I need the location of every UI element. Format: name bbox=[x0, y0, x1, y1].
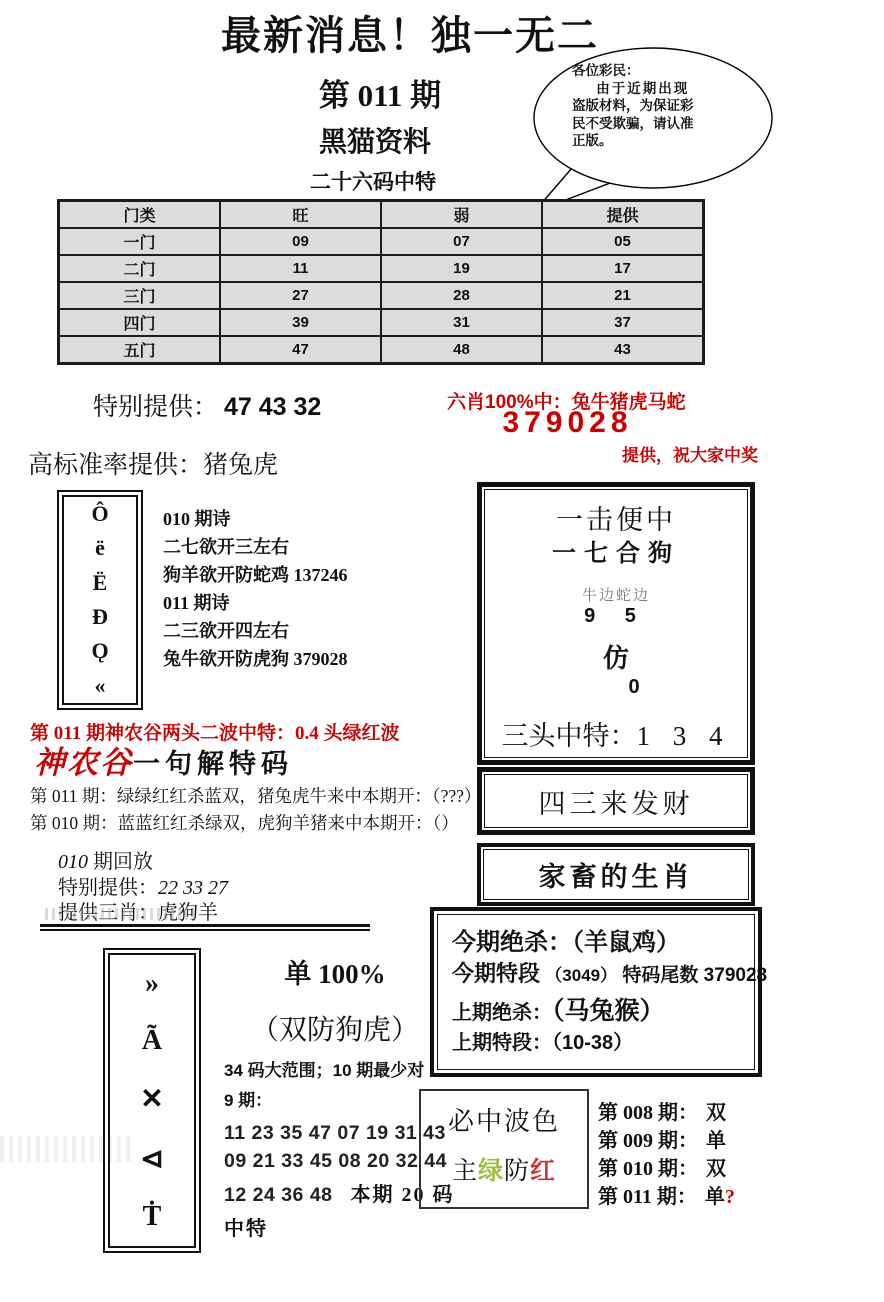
ruo-cell: 28 bbox=[381, 282, 542, 309]
dingbat-icon: ë bbox=[95, 535, 105, 561]
history-issue: 第 010 期： bbox=[598, 1158, 698, 1180]
col-header-tigong: 提供 bbox=[542, 201, 704, 229]
tigong-cell: 05 bbox=[542, 228, 704, 255]
poem-line: 狗羊欲开防蛇鸡 137246 bbox=[163, 565, 348, 585]
six-xiao-claim: 六肖100%中：兔牛猪虎马蛇 bbox=[447, 392, 686, 413]
six-xiao-wish: 提供，祝大家中奖 bbox=[622, 446, 758, 465]
dingbat-icon: « bbox=[94, 672, 106, 698]
tigong-cell: 21 bbox=[542, 282, 704, 309]
tigong-cell: 17 bbox=[542, 255, 704, 282]
number-row: 09 21 33 45 08 20 32 44 bbox=[224, 1150, 447, 1172]
high-rate-offer: 高标准率提供：猪兔虎 bbox=[28, 452, 279, 479]
history-row bbox=[598, 1124, 726, 1153]
table-row bbox=[59, 336, 704, 364]
shennong-script: 神农谷 bbox=[34, 745, 133, 780]
single-subline: （双防狗虎） bbox=[250, 1015, 419, 1046]
three-head-value: 1 3 4 bbox=[636, 721, 731, 751]
zodiac-box-text: 家畜的生肖 bbox=[483, 849, 749, 900]
table-row bbox=[59, 282, 704, 309]
strike-char: 仿 bbox=[602, 644, 629, 673]
strike-title: 一击便中 bbox=[556, 505, 676, 535]
ruo-cell: 48 bbox=[381, 336, 542, 364]
shennong-line-010: 第 010 期：蓝蓝红红杀绿双，虎狗羊猪来中本期开：（） bbox=[30, 813, 459, 833]
col-header-ruo: 弱 bbox=[381, 201, 542, 229]
dingbat-icon: ✕ bbox=[140, 1084, 164, 1116]
replay-title-rest: 期回放 bbox=[88, 851, 153, 873]
prev-kill-value: （马兔猴） bbox=[552, 997, 665, 1025]
history-value: 双 bbox=[706, 1158, 726, 1180]
issue-number: 第 011 期 bbox=[318, 78, 442, 113]
dingbat-icon: » bbox=[145, 967, 159, 999]
period-20-codes: 本期 20 码 bbox=[350, 1184, 455, 1206]
bubble-line: 民不受欺骗，请认准 bbox=[572, 115, 694, 131]
wang-cell: 27 bbox=[220, 282, 381, 309]
bubble-notice bbox=[572, 62, 762, 150]
page-title: 最新消息！独一无二 bbox=[221, 13, 599, 58]
poem-line: 二三欲开四左右 bbox=[163, 621, 289, 641]
history-issue: 第 009 期： bbox=[598, 1130, 698, 1152]
history-issue: 第 008 期： bbox=[598, 1102, 698, 1124]
dingbat-icon: Ǫ bbox=[91, 638, 109, 664]
wealth-box-text: 四三来发财 bbox=[484, 774, 748, 828]
tigong-cell: 43 bbox=[542, 336, 704, 364]
kill-line-previous bbox=[452, 991, 665, 1027]
history-row bbox=[598, 1096, 726, 1125]
single-headline: 单 100% bbox=[284, 959, 386, 989]
history-issue: 第 011 期： bbox=[598, 1186, 697, 1208]
shennong-red-line: 第 011 期神农谷两头二波中特：0.4 头绿红波 bbox=[30, 723, 400, 744]
wave-part: 主 bbox=[451, 1158, 478, 1185]
wang-cell: 47 bbox=[220, 336, 381, 364]
wave-red-char: 红 bbox=[530, 1158, 557, 1185]
prev-kill-label: 上期绝杀： bbox=[452, 1002, 552, 1024]
gate-cell: 四门 bbox=[59, 309, 221, 336]
history-row bbox=[598, 1152, 726, 1181]
wang-cell: 39 bbox=[220, 309, 381, 336]
wang-cell: 11 bbox=[220, 255, 381, 282]
replay-title bbox=[58, 845, 153, 874]
print-smudge-artifact bbox=[45, 908, 195, 920]
bubble-line: 盗版材料，为保证彩 bbox=[572, 98, 694, 113]
number-row: 12 24 36 48 bbox=[224, 1184, 333, 1206]
single-note-2: 9 期： bbox=[224, 1091, 273, 1110]
wealth-box bbox=[477, 767, 755, 835]
history-extra: ? bbox=[724, 1186, 735, 1208]
table-row bbox=[59, 309, 704, 336]
dingbat-icon: ⊲ bbox=[140, 1143, 164, 1175]
strike-zero: 0 bbox=[628, 676, 640, 698]
number-row: 11 23 35 47 07 19 31 43 bbox=[224, 1122, 446, 1144]
shennong-rest: 一句解特码 bbox=[133, 749, 293, 779]
replay-special-value: 22 33 27 bbox=[158, 877, 228, 899]
history-value: 双 bbox=[706, 1102, 726, 1124]
special-offer-value: 47 43 32 bbox=[224, 393, 322, 421]
gate-table bbox=[57, 199, 705, 365]
segment-tail: 特码尾数 379028 bbox=[622, 965, 768, 986]
dingbat-icon: Ṫ bbox=[142, 1201, 162, 1233]
special-offer bbox=[93, 387, 321, 423]
wang-cell: 09 bbox=[220, 228, 381, 255]
replay-sanxiao-value: 虎狗羊 bbox=[158, 902, 218, 924]
single-symbol-box bbox=[103, 948, 201, 1253]
wave-box-main bbox=[419, 1151, 589, 1187]
single-note-1: 34 码大范围；10 期最少对 bbox=[224, 1061, 425, 1080]
history-value: 单 bbox=[706, 1130, 726, 1152]
special-offer-label: 特别提供： bbox=[93, 394, 219, 421]
poem-symbol-column bbox=[62, 495, 138, 705]
three-head-line bbox=[477, 714, 755, 753]
segment-range: （3049） bbox=[545, 966, 618, 985]
shennong-headline bbox=[34, 737, 293, 782]
replay-sanxiao-label: 提供三肖： bbox=[58, 902, 158, 924]
dingbat-icon: Ã bbox=[141, 1025, 163, 1057]
bubble-line: 各位彩民： bbox=[572, 63, 640, 78]
poem-line: 010 期诗 bbox=[163, 509, 231, 529]
zodiac-box bbox=[477, 843, 755, 906]
replay-special-label: 特别提供： bbox=[58, 877, 158, 899]
strike-phrase: 一七合狗 bbox=[552, 541, 680, 567]
three-head-label: 三头中特： bbox=[501, 721, 637, 751]
poem-line: 011 期诗 bbox=[163, 593, 230, 613]
kill-line-segment bbox=[452, 957, 767, 988]
poem-line: 二七欲开三左右 bbox=[163, 537, 289, 557]
history-value: 单 bbox=[704, 1186, 725, 1208]
zhongte-label: 中特 bbox=[224, 1218, 268, 1240]
source-name: 黑猫资料 bbox=[318, 127, 431, 158]
six-xiao-number: 379028 bbox=[502, 406, 633, 439]
col-header-wang: 旺 bbox=[220, 201, 381, 229]
gate-cell: 一门 bbox=[59, 228, 221, 255]
double-rule-divider bbox=[40, 924, 370, 931]
table-row bbox=[59, 255, 704, 282]
wave-part: 防 bbox=[504, 1158, 531, 1185]
gate-cell: 三门 bbox=[59, 282, 221, 309]
history-row bbox=[598, 1180, 735, 1209]
dingbat-icon: Ë bbox=[92, 569, 108, 595]
kill-line-current: 今期绝杀：（羊鼠鸡） bbox=[452, 929, 680, 956]
gate-cell: 五门 bbox=[59, 336, 221, 364]
poem-symbol-box bbox=[57, 490, 143, 710]
dingbat-icon: Ô bbox=[91, 501, 109, 527]
wave-box-title: 必中波色 bbox=[447, 1107, 560, 1136]
table-row bbox=[59, 228, 704, 255]
table-header-row bbox=[59, 201, 704, 229]
tigong-cell: 37 bbox=[542, 309, 704, 336]
single-symbol-column bbox=[108, 953, 196, 1248]
ruo-cell: 19 bbox=[381, 255, 542, 282]
replay-issue-number: 010 bbox=[58, 851, 88, 873]
ruo-cell: 07 bbox=[381, 228, 542, 255]
segment-label: 今期特段 bbox=[452, 961, 541, 986]
shennong-line-011: 第 011 期：绿绿红红杀蓝双，猪兔虎牛来中本期开：（???） bbox=[30, 786, 482, 806]
bubble-line: 由于近期出现 bbox=[596, 80, 690, 96]
poem-line: 兔牛欲开防虎狗 379028 bbox=[163, 649, 348, 669]
dingbat-icon: Đ bbox=[92, 604, 108, 630]
ruo-cell: 31 bbox=[381, 309, 542, 336]
gate-cell: 二门 bbox=[59, 255, 221, 282]
strike-hint: 牛边蛇边 bbox=[581, 588, 650, 604]
strike-digits: 9 5 bbox=[584, 605, 648, 627]
bubble-line: 正版。 bbox=[572, 133, 613, 148]
col-header-gate: 门类 bbox=[59, 201, 221, 229]
wave-green-char: 绿 bbox=[477, 1158, 504, 1185]
kill-line-prev-segment: 上期特段：（10-38） bbox=[452, 1032, 634, 1054]
subtitle: 二十六码中特 bbox=[310, 170, 436, 194]
